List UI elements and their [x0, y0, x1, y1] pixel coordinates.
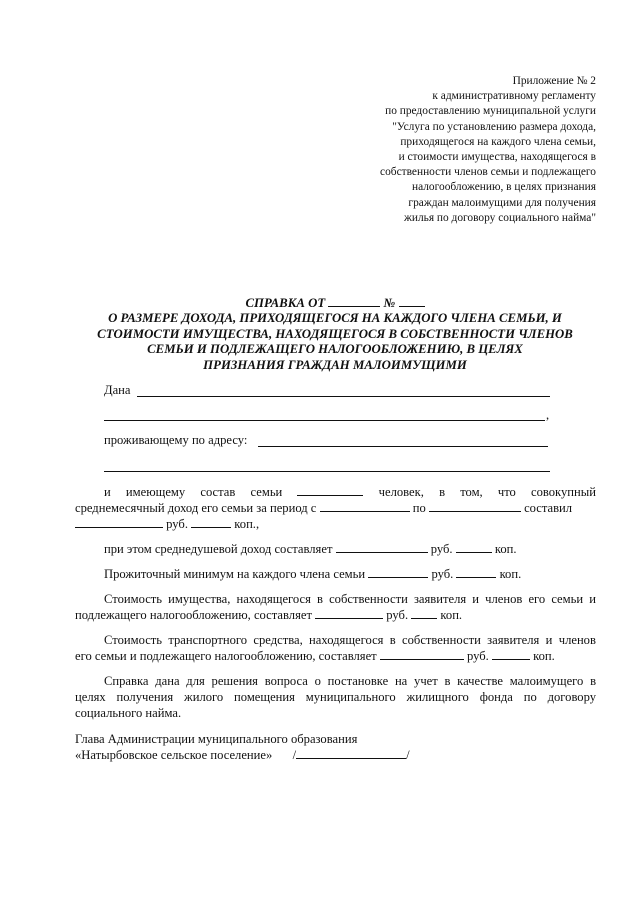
per-capita-rub-blank[interactable] — [336, 541, 428, 553]
text-word: том, — [460, 485, 483, 499]
signature-title-line-1: Глава Администрации муниципального образования — [75, 732, 358, 746]
text-word: Стоимость — [104, 633, 163, 647]
period-from-blank[interactable] — [320, 500, 410, 512]
text-word: о — [314, 674, 321, 688]
text-word: находящегося — [309, 633, 384, 647]
period-to-blank[interactable] — [429, 500, 521, 512]
text-word: в — [317, 592, 323, 606]
income-line — [75, 516, 259, 532]
purpose-line-1 — [104, 673, 596, 689]
property-line-2 — [75, 607, 462, 623]
text-word: собственности — [329, 592, 408, 606]
text-word: и — [104, 485, 111, 499]
text-word: малоимущего — [509, 674, 584, 688]
text-word: Справка — [104, 674, 149, 688]
address-blank[interactable] — [258, 446, 548, 447]
text-word: жилищного — [406, 690, 469, 704]
text-word: членов — [558, 633, 596, 647]
period-suffix: составил — [524, 501, 573, 515]
recipient-name-blank-2[interactable] — [104, 420, 545, 421]
title-line-1 — [80, 295, 590, 311]
appendix-line: к административному регламенту — [432, 90, 596, 103]
text-word: и — [472, 592, 480, 606]
property-line-1 — [104, 591, 596, 607]
text-word: постановке — [327, 674, 389, 688]
text-word: его — [528, 592, 546, 606]
slash-close: / — [406, 748, 410, 762]
text-word: в — [590, 674, 597, 688]
appendix-line: "Услуга по установлению размера дохода, — [392, 120, 596, 133]
appendix-header — [306, 74, 596, 226]
subsistence-line — [104, 566, 521, 582]
subsistence-label: Прожиточный минимум на каждого члена семьи — [104, 567, 366, 581]
text-word: состав — [200, 485, 236, 499]
vehicle-rub-blank[interactable] — [380, 648, 464, 660]
text-word: решения — [211, 674, 258, 688]
text-word: дана — [155, 674, 180, 688]
family-count-blank[interactable] — [297, 484, 363, 496]
municipality-name: «Натырбовское сельское поселение» — [75, 748, 273, 762]
appendix-line: приходящегося на каждого члена семьи, — [400, 135, 596, 148]
property-label: подлежащего налогообложению, составляет — [75, 608, 312, 622]
unit-label: руб. — [466, 649, 489, 663]
unit-label: коп. — [499, 567, 522, 581]
appendix-line: по предоставлению муниципальной услуги — [385, 105, 596, 118]
appendix-line: собственности членов семьи и подлежащего — [380, 166, 596, 179]
slash-open: / — [292, 748, 297, 762]
period-po: по — [412, 501, 426, 515]
number-blank[interactable] — [399, 295, 425, 307]
appendix-line: налогообложению, в целях признания — [411, 181, 596, 194]
text-word: заявителя — [413, 592, 467, 606]
text-word: совокупный — [531, 485, 596, 499]
unit-label: руб. — [166, 517, 188, 531]
dana-label: Дана — [104, 383, 131, 397]
text-word: собственности — [402, 633, 481, 647]
unit-label: коп. — [440, 608, 463, 622]
per-capita-line — [104, 541, 517, 557]
family-line — [104, 484, 596, 500]
appendix-line: жилья по договору социального найма" — [403, 211, 596, 224]
text-word: для — [186, 674, 205, 688]
text-word: семьи — [551, 592, 584, 606]
vehicle-line-2 — [75, 648, 555, 664]
text-word: муниципального — [305, 690, 396, 704]
text-word: человек, — [378, 485, 424, 499]
appendix-line: Приложение № 2 — [512, 75, 596, 87]
recipient-name-blank[interactable] — [137, 396, 550, 397]
text-word: имущества, — [168, 592, 231, 606]
date-blank[interactable] — [328, 295, 380, 307]
text-word: качестве — [457, 674, 503, 688]
unit-label: коп. — [533, 649, 555, 663]
text-word: фонда — [479, 690, 513, 704]
text-word: и — [589, 592, 596, 606]
text-word: в — [389, 633, 396, 647]
title-prefix: СПРАВКА ОТ — [245, 296, 326, 310]
vehicle-line-1 — [104, 632, 596, 648]
text-word: в — [444, 674, 451, 688]
text-word: вопроса — [264, 674, 308, 688]
text-word: договору — [547, 690, 597, 704]
comma: , — [546, 408, 550, 422]
text-word: жилого — [184, 690, 224, 704]
subsistence-kop-blank[interactable] — [456, 566, 496, 578]
text-word: семьи — [250, 485, 283, 499]
text-word: транспортного — [168, 633, 248, 647]
address-label: проживающему по адресу: — [104, 433, 248, 447]
unit-label: коп. — [494, 542, 517, 556]
text-word: учет — [414, 674, 438, 688]
appendix-line: и стоимости имущества, находящегося в — [398, 151, 596, 164]
income-rub-blank[interactable] — [75, 516, 163, 528]
text-word: заявителя — [487, 633, 540, 647]
text-word: находящегося — [236, 592, 311, 606]
purpose-line-3: социального найма. — [75, 706, 182, 720]
title-line-5: ПРИЗНАНИЯ ГРАЖДАН МАЛОИМУЩИМИ — [203, 357, 467, 372]
vehicle-label: его семьи и подлежащего налогообложению, составляет — [75, 649, 377, 663]
text-word: по — [523, 690, 537, 704]
text-word: имеющему — [125, 485, 186, 499]
text-word: в — [439, 485, 446, 499]
property-rub-blank[interactable] — [315, 607, 383, 619]
text-word: на — [394, 674, 408, 688]
subsistence-rub-blank[interactable] — [368, 566, 428, 578]
signature-title-line-2 — [75, 747, 410, 763]
unit-label: руб. — [431, 567, 454, 581]
appendix-line: граждан малоимущими для получения — [408, 196, 596, 209]
title-line-3: СТОИМОСТИ ИМУЩЕСТВА, НАХОДЯЩЕГОСЯ В СОБСТВЕННОСТИ ЧЛЕНОВ — [97, 326, 573, 341]
text-word: средства, — [253, 633, 303, 647]
text-word: помещения — [234, 690, 295, 704]
unit-label: руб. — [386, 608, 409, 622]
title-line-2: О РАЗМЕРЕ ДОХОДА, ПРИХОДЯЩЕГОСЯ НА КАЖДОГО ЧЛЕНА СЕМЬИ, И — [108, 311, 562, 326]
signature-blank[interactable] — [296, 747, 406, 759]
text-word: что — [497, 485, 516, 499]
title-number-sign: № — [383, 296, 396, 310]
per-capita-kop-blank[interactable] — [456, 541, 492, 553]
unit-label: руб. — [430, 542, 453, 556]
per-capita-label: при этом среднедушевой доход составляет — [104, 542, 333, 556]
unit-label: коп., — [234, 517, 260, 531]
text-word: Стоимость — [104, 592, 163, 606]
text-word: членов — [485, 592, 523, 606]
income-kop-blank[interactable] — [191, 516, 231, 528]
address-blank-2[interactable] — [104, 471, 550, 472]
property-kop-blank[interactable] — [411, 607, 437, 619]
text-word: получения — [116, 690, 174, 704]
text-word: и — [545, 633, 553, 647]
title-line-4: СЕМЬИ И ПОДЛЕЖАЩЕГО НАЛОГООБЛОЖЕНИЮ, В ЦЕЛЯХ — [147, 342, 523, 357]
period-line — [75, 500, 572, 516]
period-prefix: среднемесячный доход его семьи за период с — [75, 501, 317, 515]
vehicle-kop-blank[interactable] — [492, 648, 530, 660]
text-word: целях — [75, 690, 106, 704]
purpose-line-2 — [75, 689, 596, 705]
document-title — [80, 295, 590, 373]
